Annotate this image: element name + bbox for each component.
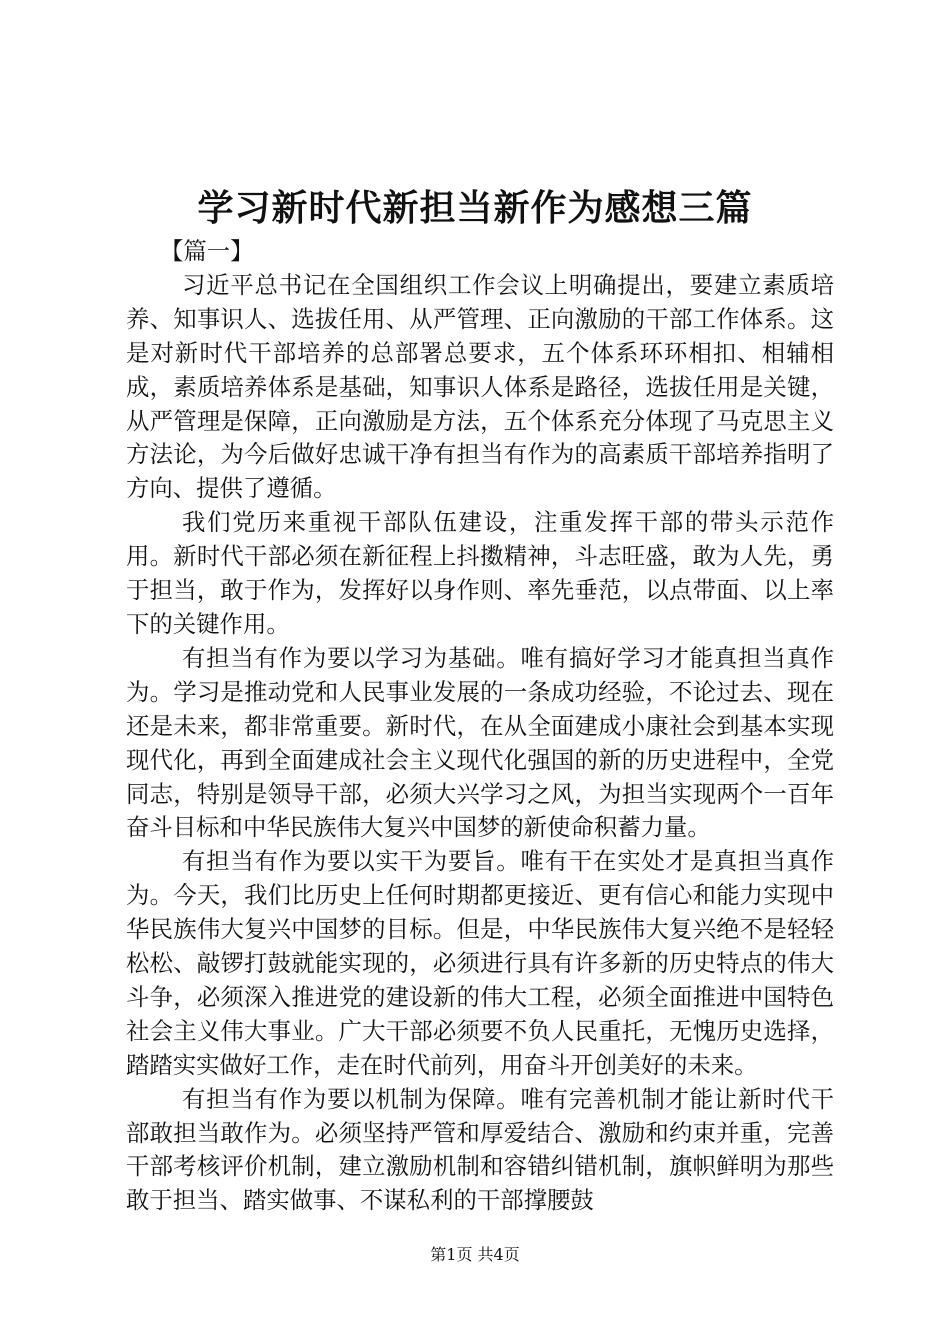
- document-body: [126, 235, 834, 1218]
- paragraph-4: 有担当有作为要以实干为要旨。唯有干在实处才是真担当真作为。今天，我们比历史上任何时期都更接近、更有信心和能力实现中华民族伟大复兴中国梦的目标。但是，中华民族伟大复兴绝不是轻轻松松、敲锣打鼓就能实现的，必须进行具有许多新的历史特点的伟大斗争，必须深入推进党的建设新的伟大工程，必须全面推进中国特色社会主义伟大事业。广大干部必须要不负人民重托，无愧历史选择，踏踏实实做好工作，走在时代前列，用奋斗开创美好的未来。: [126, 847, 834, 1079]
- paragraph-5: 有担当有作为要以机制为保障。唯有完善机制才能让新时代干部敢担当敢作为。必须坚持严管和厚爱结合、激励和约束并重，完善干部考核评价机制，建立激励机制和容错纠错机制，旗帜鲜明为那些敢于担当、踏实做事、不谋私利的干部撑腰鼓: [126, 1084, 834, 1215]
- document-title: 学习新时代新担当新作为感想三篇: [197, 187, 753, 229]
- paragraph-1: 习近平总书记在全国组织工作会议上明确提出，要建立素质培养、知事识人、选拔任用、从严管理、正向激励的干部工作体系。这是对新时代干部培养的总部署总要求，五个体系环环相扣、相辅相成，素质培养体系是基础，知事识人体系是路径，选拔任用是关键，从严管理是保障，正向激励是方法，五个体系充分体现了马克思主义方法论，为今后做好忠诚干净有担当有作为的高素质干部培养指明了方向、提供了遵循。: [126, 270, 834, 503]
- paragraph-2: 我们党历来重视干部队伍建设，注重发挥干部的带头示范作用。新时代干部必须在新征程上抖擞精神，斗志旺盛，敢为人先，勇于担当，敢于作为，发挥好以身作则、率先垂范，以点带面、以上率下的关键作用。: [126, 508, 834, 638]
- section-label: 【篇一】: [160, 237, 254, 265]
- paragraph-3: 有担当有作为要以学习为基础。唯有搞好学习才能真担当真作为。学习是推动党和人民事业发展的一条成功经验，不论过去、现在还是未来，都非常重要。新时代，在从全面建成小康社会到基本实现现代化，再到全面建成社会主义现代化强国的新的历史进程中，全党同志，特别是领导干部，必须大兴学习之风，为担当实现两个一百年奋斗目标和中华民族伟大复兴中国梦的新使命积蓄力量。: [126, 643, 834, 842]
- page-footer: 第1页 共4页: [430, 1245, 520, 1264]
